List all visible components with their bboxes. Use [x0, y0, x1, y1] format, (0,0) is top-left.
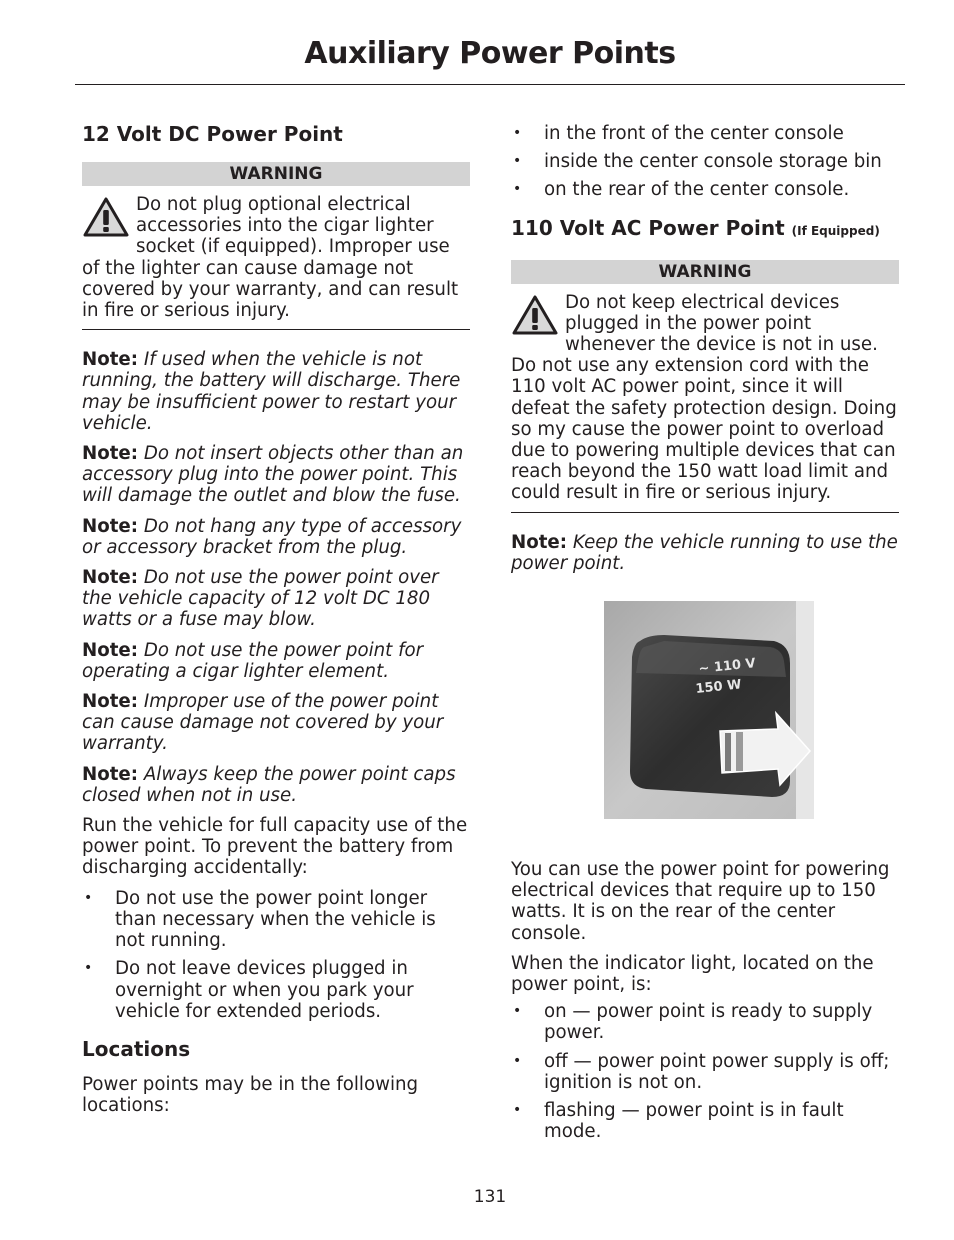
- run-vehicle-text: Run the vehicle for full capacity use of the power point. To prevent the battery from discharging accidentally:: [82, 815, 468, 879]
- section-heading-locations: Locations: [82, 1036, 191, 1061]
- indicator-text: When the indicator light, located on the power point, is:: [511, 952, 874, 996]
- page-number: 131: [473, 1187, 507, 1207]
- warning-divider: [511, 512, 899, 513]
- power-point-photo: [604, 601, 814, 819]
- note-item: Note: Keep the vehicle running to use the power point.: [511, 531, 898, 574]
- warning-text: Do not plug optional electrical accessories into the cigar lighter socket (if equipped). Improper use of the lighter can cause damage not covered by your warranty, and can result in fire or serious injury.: [82, 194, 459, 322]
- list-item: • on the rear of the center console.: [513, 179, 850, 201]
- warning-triangle-icon: [82, 196, 130, 238]
- list-item: • off — power point power supply is off; ignition is not on.: [513, 1050, 890, 1093]
- note-item: Note: Improper use of the power point can cause damage not covered by your warranty.: [82, 691, 444, 755]
- warning-label: WARNING: [82, 162, 470, 186]
- list-item: • flashing — power point is in fault mode.: [513, 1100, 844, 1143]
- warning-block: [511, 292, 899, 504]
- warning-divider: [82, 329, 470, 330]
- note-item: Note: Do not use the power point over the vehicle capacity of 12 volt DC 180 watts or a fuse may blow.: [82, 567, 439, 631]
- warning-block: [82, 194, 470, 321]
- list-item: • Do not leave devices plugged in overnight or when you park your vehicle for extended periods.: [84, 958, 414, 1022]
- indicator-bullets: [511, 1001, 899, 1142]
- usage-text: You can use the power point for powering electrical devices that require up to 150 watts. It is on the rear of the center console.: [511, 859, 890, 944]
- location-bullets: [511, 123, 899, 201]
- run-bullets: [82, 888, 470, 1022]
- list-item: • inside the center console storage bin: [513, 151, 882, 173]
- wattage-label: 150 W: [694, 677, 743, 697]
- if-equipped-label: (If Equipped): [791, 223, 880, 238]
- section-heading-12v: 12 Volt DC Power Point: [82, 122, 343, 146]
- warning-label: WARNING: [511, 260, 899, 284]
- warning-text: Do not keep electrical devices plugged in the power point whenever the device is not in use. Do not use any extension cord with the 110 volt AC power point, since it will defeat the safety protection design. Doing so my cause the power point to overload due to powering multiple devices that can reach beyond the 150 watt load limit and could result in fire or serious injury.: [511, 291, 897, 504]
- note-item: Note: If used when the vehicle is not running, the battery will discharge. There may be insufficient power to restart your vehicle.: [82, 349, 461, 434]
- left-column: [82, 122, 470, 1116]
- section-heading-110v: 110 Volt AC Power Point (If Equipped): [511, 215, 880, 240]
- note-item: Note: Do not insert objects other than an accessory plug into the power point. This will damage the outlet and blow the fuse.: [82, 443, 464, 507]
- warning-triangle-icon: [511, 294, 559, 336]
- locations-text: Power points may be in the following locations:: [82, 1073, 419, 1117]
- note-item: Note: Do not hang any type of accessory or accessory bracket from the plug.: [82, 515, 462, 558]
- list-item: • Do not use the power point longer than necessary when the vehicle is not running.: [84, 887, 436, 952]
- list-item: • in the front of the center console: [513, 123, 844, 144]
- title-divider: [75, 84, 905, 85]
- note-item: Note: Do not use the power point for operating a cigar lighter element.: [82, 639, 424, 682]
- voltage-label: ~ 110 V: [697, 656, 757, 677]
- note-item: Note: Always keep the power point caps closed when not in use.: [82, 763, 456, 806]
- list-item: • on — power point is ready to supply power.: [513, 1001, 873, 1044]
- notes-list: [82, 349, 470, 806]
- page-title: Auxiliary Power Points: [304, 36, 676, 71]
